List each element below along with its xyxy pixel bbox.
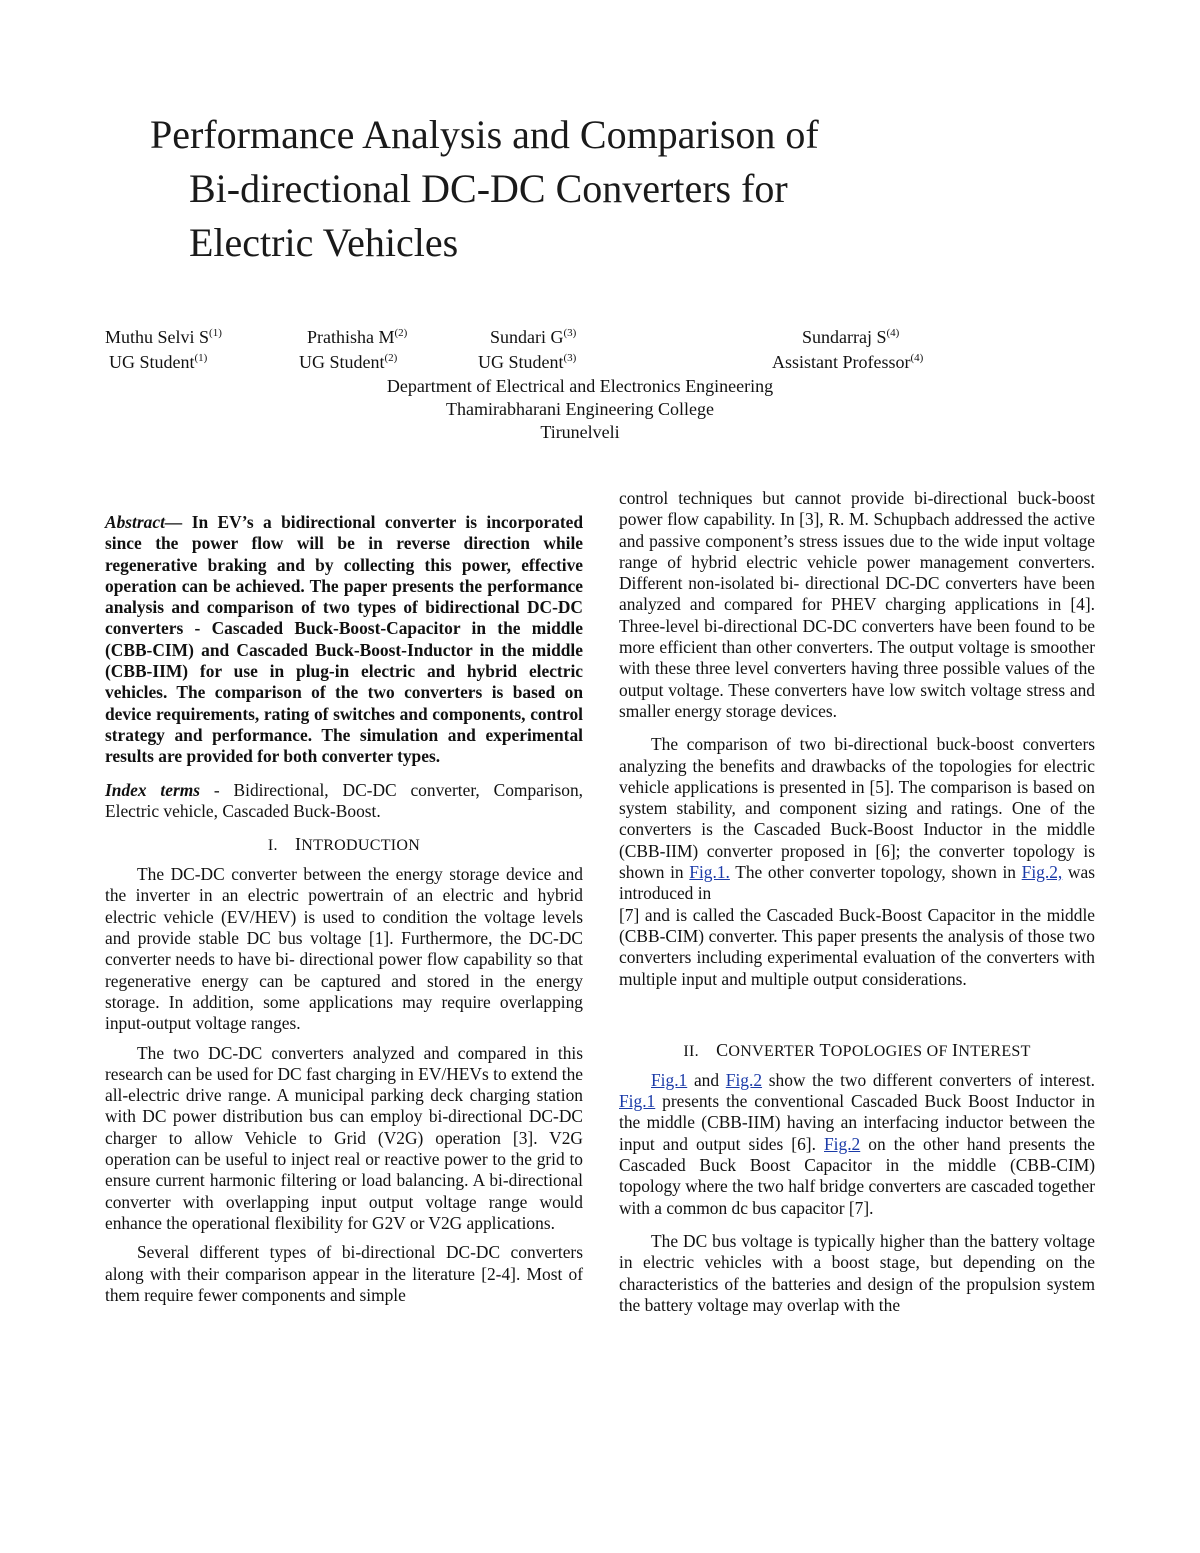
heading-initial: T — [819, 1039, 831, 1060]
paragraph-text: was introduced in — [619, 862, 1095, 904]
paragraph-text: on the other hand presents the Cascaded Buck Boost Capacitor in the middle (CBB-CIM) topology where the two half bridge converters are cascaded together with a common dc bus capacitor [7]. — [619, 1133, 1095, 1218]
role-mark: (2) — [384, 352, 398, 364]
heading-rest: NTRODUCTION — [301, 837, 421, 855]
affiliation-city: Tirunelveli — [540, 422, 620, 442]
topologies-paragraph-1 — [619, 1070, 1095, 1219]
paragraph-text: and — [687, 1069, 726, 1090]
role-mark: (1) — [194, 352, 208, 364]
intro-paragraph-2: The two DC-DC converters analyzed and compared in this research can be used for DC fast charging in EV/HEVs to extend the all-electric drive range. A municipal parking deck charging station with DC power distribution bus can employ bi-directional DC-DC charger to allow Vehicle to Grid (V2G) operation [3]. V2G operation can be useful to inject real or reactive power to the grid to ensure current harmonic filtering or load balancing. A bi-directional converter with overlapping input output voltage range would enhance the operational flexibility for G2V or V2G applications. — [105, 1042, 583, 1233]
author-name: Prathisha M — [307, 327, 395, 347]
section-heading-topologies — [619, 1040, 1095, 1062]
author-name: Sundari G — [490, 327, 564, 347]
intro-paragraph-5: [7] and is called the Cascaded Buck-Boost Capacitor in the middle (CBB-CIM) converter. This paper presents the analysis of those two converters including experimental evaluation of the converters with multiple input and multiple output considerations. — [619, 904, 1095, 989]
paper-title — [150, 108, 1050, 270]
heading-initial: I — [294, 834, 302, 855]
author-mark: (3) — [563, 327, 577, 339]
fig2-link[interactable]: Fig.2, — [1021, 862, 1063, 883]
left-column — [105, 512, 583, 1306]
abstract-text: In EV’s a bidirectional converter is incorporated since the power flow will be in reverse direction while regenerative braking and by collecting this power, effective operation can be achieved. The paper presents the performance analysis and comparison of two types of bidirectional DC-DC converters - Cascaded Buck-Boost-Capacitor in the middle (CBB-CIM) and Cascaded Buck-Boost-Inductor in the middle (CBB-IIM) for use in plug-in electric and hybrid electric vehicles. The comparison of the two converters is based on device requirements, rating of switches and components, control strategy and performance. The simulation and experimental results are provided for both converter types. — [105, 512, 583, 767]
heading-rest: ONVERTER — [728, 1042, 816, 1060]
index-terms-label: Index terms — [105, 779, 201, 800]
intro-paragraph-1: The DC-DC converter between the energy storage device and the inverter in an electric powertrain of an electric and hybrid electric vehicle (EV/HEV) is used to condition the voltage levels and provide stable DC bus voltage [1]. Furthermore, the DC-DC converter needs to have bi- directional power flow capability so that regenerative energy can be captured and stored in the energy storage. In addition, some applications may require overlapping input-output voltage ranges. — [105, 864, 583, 1034]
right-column — [619, 488, 1095, 1316]
section-number: I. — [267, 837, 278, 855]
affiliation-college: Thamirabharani Engineering College — [446, 399, 714, 419]
author-name: Muthu Selvi S — [105, 327, 210, 347]
abstract-label: Abstract— — [105, 512, 183, 532]
role-mark: (3) — [563, 352, 577, 364]
author-3 — [490, 326, 576, 349]
author-mark: (1) — [209, 327, 222, 339]
heading-rest: OPOLOGIES OF — [830, 1042, 948, 1060]
affiliation-department: Department of Electrical and Electronics Engineering — [386, 376, 774, 396]
index-terms-text: - Bidirectional, DC-DC converter, Comparison, Electric vehicle, Cascaded Buck-Boost. — [105, 779, 583, 821]
intro-paragraph-4 — [619, 734, 1095, 904]
author-mark: (4) — [886, 327, 900, 339]
author-1 — [105, 326, 222, 349]
role-mark: (4) — [910, 352, 924, 364]
author-role: UG Student — [109, 352, 195, 372]
heading-rest: NTEREST — [958, 1042, 1031, 1060]
index-terms — [105, 780, 583, 823]
author-mark: (2) — [394, 327, 408, 339]
author-2 — [307, 326, 407, 349]
abstract — [105, 512, 583, 768]
author-4 — [802, 326, 899, 349]
topologies-paragraph-2: The DC bus voltage is typically higher than the battery voltage in electric vehicles with a boost stage, but depending on the characteristics of the batteries and design of the propulsion system the battery voltage may overlap with the — [619, 1230, 1095, 1315]
author-role: Assistant Professor — [772, 352, 911, 372]
intro-paragraph-3-continued: control techniques but cannot provide bi-directional buck-boost power flow capability. In [3], R. M. Schupbach addressed the active and passive component’s stress issues due to the wide input voltage range of hybrid electric vehicle power management converters. Different non-isolated bi- directional DC-DC converters have been analyzed and compared for PHEV charging applications in [4]. Three-level bi-directional DC-DC converters have been found to be more efficient than other converters. The output voltage is smoother with these three level converters having three possible values of the output voltage. These converters have low switch voltage stress and smaller energy storage devices. — [619, 488, 1095, 721]
author-role: UG Student — [299, 352, 385, 372]
author-4-role — [772, 351, 923, 374]
fig1-link[interactable]: Fig.1 — [619, 1091, 656, 1112]
author-3-role — [478, 351, 576, 374]
heading-initial: I — [952, 1039, 959, 1060]
title-line-3: Electric Vehicles — [189, 220, 459, 265]
author-1-role — [109, 351, 207, 374]
fig1-link[interactable]: Fig.1. — [689, 862, 730, 883]
title-line-2: Bi-directional DC-DC Converters for — [189, 166, 788, 211]
section-heading-introduction — [105, 834, 583, 856]
fig2-link[interactable]: Fig.2 — [725, 1069, 763, 1090]
author-2-role — [299, 351, 397, 374]
title-line-1: Performance Analysis and Comparison of — [150, 112, 819, 157]
paragraph-text: The other converter topology, shown in — [729, 862, 1022, 883]
author-name: Sundarraj S — [802, 327, 887, 347]
fig1-link[interactable]: Fig.1 — [651, 1069, 688, 1090]
heading-initial: C — [716, 1039, 729, 1060]
paragraph-text: The comparison of two bi-directional buck-boost converters analyzing the benefits and drawbacks of the topologies for electric vehicle applications is presented in [5]. The comparison is based on system stability, and component sizing and ratings. One of the converters is the Cascaded Buck-Boost Inductor in the middle (CBB-IIM) converter proposed in [6]; the converter topology is shown in — [619, 734, 1095, 883]
section-number: II. — [683, 1042, 699, 1060]
paragraph-text: presents the conventional Cascaded Buck Boost Inductor in the middle (CBB-IIM) having an interfacing inductor between the input and output sides [6]. — [619, 1091, 1095, 1154]
intro-paragraph-3: Several different types of bi-directional DC-DC converters along with their comparison appear in the literature [2-4]. Most of them require fewer components and simple — [105, 1242, 583, 1305]
fig2-link[interactable]: Fig.2 — [824, 1133, 861, 1154]
author-role: UG Student — [478, 352, 564, 372]
paragraph-text: show the two different converters of interest. — [762, 1069, 1096, 1090]
